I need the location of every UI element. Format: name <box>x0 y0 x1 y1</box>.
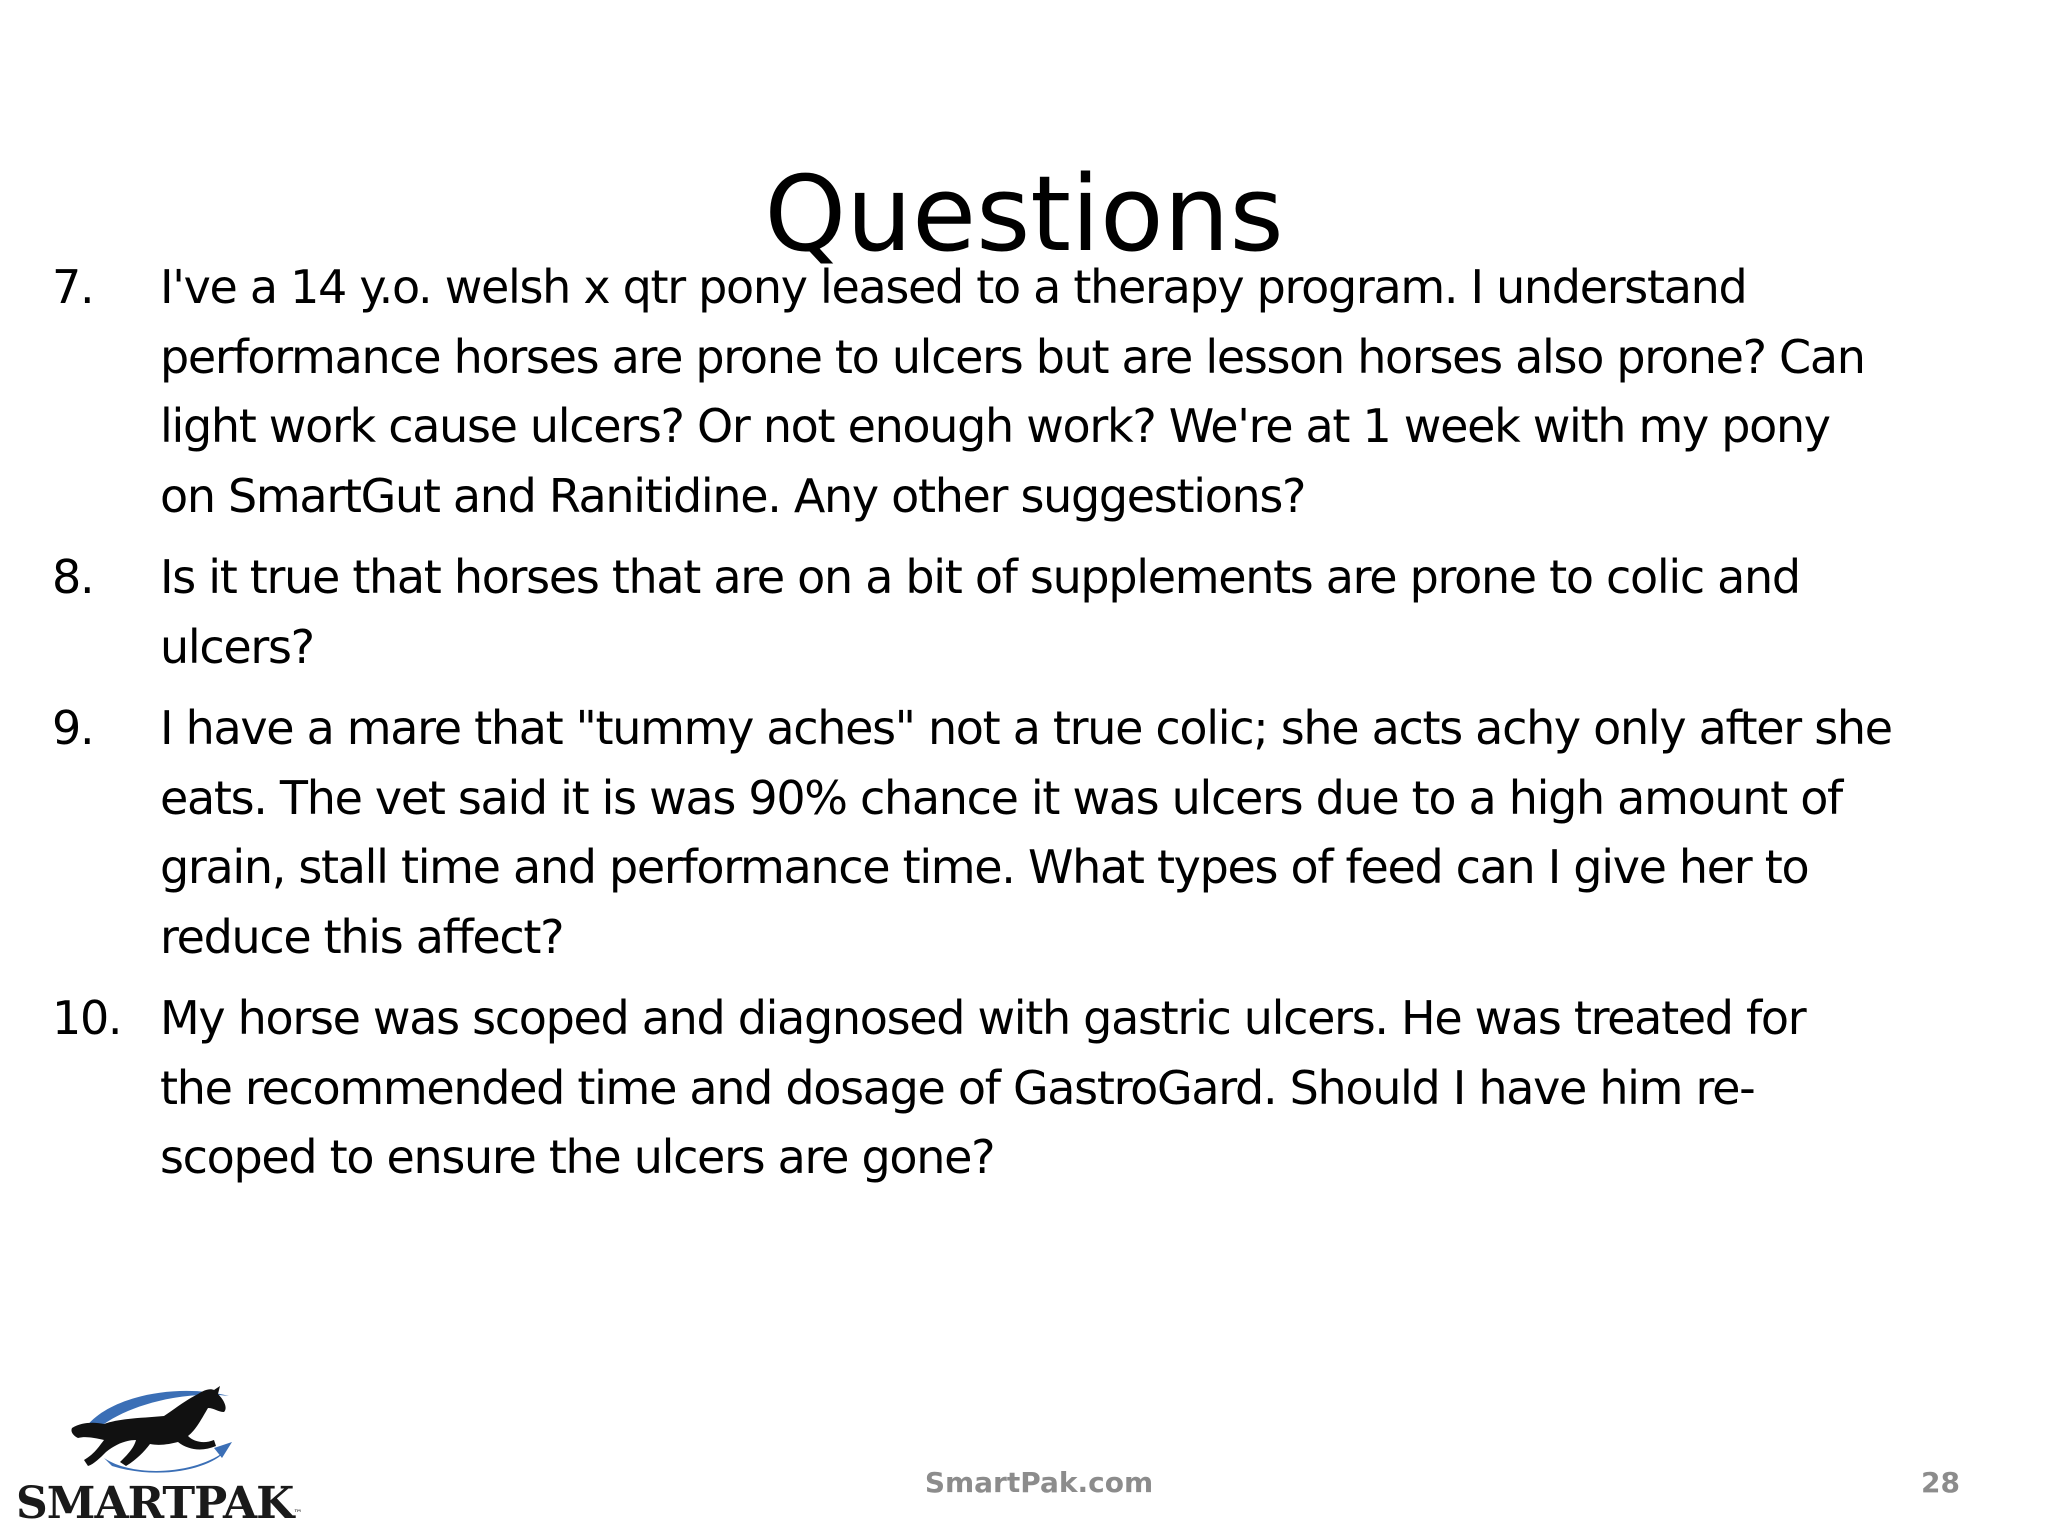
question-line: reduce this affect? <box>160 909 564 964</box>
question-number: 7. <box>52 260 94 314</box>
question-line: scoped to ensure the ulcers are gone? <box>160 1130 995 1184</box>
logo-wordmark-text: SMARTPAK <box>16 1478 294 1529</box>
question-line: eats. The vet said it is was 90% chance it was ulcers due to a high amount of <box>160 770 1842 825</box>
question-line: I've a 14 y.o. welsh x qtr pony leased to a therapy program. I understand <box>160 260 1747 314</box>
question-line: I have a mare that "tummy aches" not a true colic; she acts achy only after she <box>160 701 1892 755</box>
question-item <box>52 694 2012 972</box>
question-number: 8. <box>52 550 94 604</box>
question-line: grain, stall time and performance time. What types of feed can I give her to <box>160 840 1809 894</box>
slide-title: Questions <box>764 152 1284 275</box>
trademark-mark: ™ <box>293 1509 302 1519</box>
question-line: My horse was scoped and diagnosed with gastric ulcers. He was treated for <box>160 991 1806 1045</box>
running-horse-icon <box>64 1378 244 1476</box>
question-line: Is it true that horses that are on a bit of supplements are prone to colic and <box>160 550 1800 604</box>
question-list <box>52 253 2012 1205</box>
smartpak-logo <box>16 1378 328 1528</box>
footer-site: SmartPak.com <box>924 1466 1154 1499</box>
question-line: performance horses are prone to ulcers but are lesson horses also prone? Can <box>160 329 1865 384</box>
page-number: 28 <box>1921 1466 1960 1499</box>
question-line: light work cause ulcers? Or not enough work? We're at 1 week with my pony <box>160 399 1830 453</box>
question-item <box>52 253 2012 531</box>
question-number: 10. <box>52 991 122 1045</box>
question-line: ulcers? <box>160 619 314 674</box>
question-line: on SmartGut and Ranitidine. Any other suggestions? <box>160 468 1306 523</box>
question-item <box>52 543 2012 682</box>
question-line: the recommended time and dosage of GastroGard. Should I have him re- <box>160 1060 1755 1115</box>
question-item <box>52 984 2012 1193</box>
question-number: 9. <box>52 701 94 755</box>
